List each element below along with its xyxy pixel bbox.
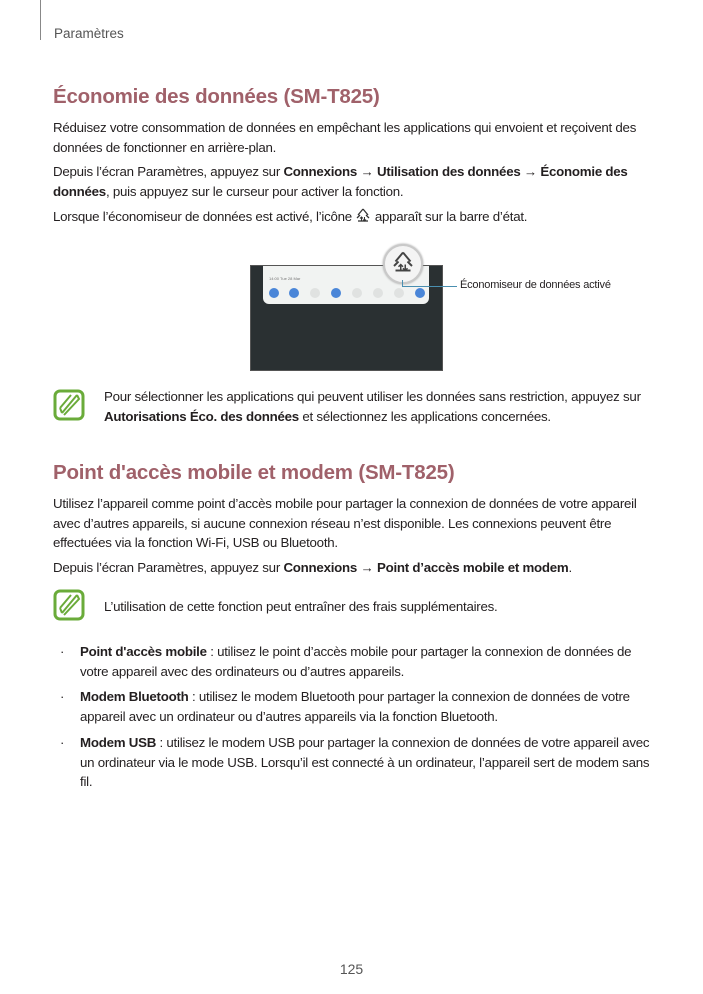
hotspot-intro: Utilisez l’appareil comme point d’accès mobile pour partager la connexion de données de votre appareil avec d’autres appareils, si aucune connexion réseau n’est disponible. Les connexions peuvent être effectuées via la fonction Wi-Fi, USB ou Bluetooth. — [53, 496, 637, 550]
data-saver-icon — [355, 208, 371, 224]
arrow: → — [357, 560, 377, 575]
menu-autorisations: Autorisations Éco. des données — [104, 408, 299, 424]
bullet-desc: : utilisez le point d’accès mobile pour partager la connexion de données de votre appareil avec des ordinateurs ou d’autres appareils. — [80, 644, 632, 679]
data-saver-magnifier — [383, 244, 423, 284]
section-title-data-saver: Économie des données (SM-T825) — [53, 85, 380, 108]
text: Depuis l’écran Paramètres, appuyez sur — [53, 164, 284, 179]
data-saver-toggle — [331, 288, 341, 298]
text: , puis appuyez sur le curseur pour activer la fonction. — [105, 183, 404, 199]
bluetooth-toggle — [310, 288, 320, 298]
text: Pour sélectionner les applications qui peuvent utiliser les données sans restriction, appuyez sur — [104, 389, 641, 404]
header-rule — [40, 0, 41, 40]
arrow: → — [520, 164, 541, 179]
bullet-term: Modem Bluetooth — [80, 689, 189, 704]
tablet-screenshot — [250, 265, 443, 371]
step-connexions: Connexions — [283, 560, 358, 575]
callout-label: Économiseur de données activé — [460, 279, 611, 291]
hotspot-steps — [53, 558, 653, 578]
note-pencil-icon — [53, 389, 85, 421]
bullet-term: Modem USB — [80, 735, 157, 750]
data-saver-status-text — [53, 207, 653, 227]
bullet-term: Point d'accès mobile — [80, 644, 207, 659]
note-text: L’utilisation de cette fonction peut entraîner des frais supplémentaires. — [104, 599, 498, 614]
bullet-desc: : utilisez le modem USB pour partager la connexion de données de votre appareil avec un ordinateur via le mode USB. Lorsqu’il est connecté à un ordinateur, l’appareil sert de modem sans fil. — [80, 735, 650, 789]
bullet-text — [80, 733, 650, 792]
location-toggle — [415, 288, 425, 298]
sound-toggle — [289, 288, 299, 298]
rotate-toggle — [394, 288, 404, 298]
running-header: Paramètres — [54, 26, 124, 41]
page-number: 125 — [339, 961, 364, 977]
text: Lorsque l’économiseur de données est activé, l’icône — [53, 209, 356, 224]
step-connexions: Connexions — [283, 164, 358, 179]
data-saver-steps — [53, 162, 653, 201]
flashlight-toggle — [352, 288, 362, 298]
step-economie: Économie des données — [53, 164, 628, 199]
callout-line — [402, 286, 457, 287]
note-text — [104, 387, 654, 426]
text: et sélectionnez les applications concernées. — [298, 408, 551, 424]
bullet-text — [80, 642, 650, 681]
arrow: → — [357, 164, 377, 179]
text: apparaît sur la barre d’état. — [371, 209, 528, 224]
bullet-desc: : utilisez le modem Bluetooth pour partager la connexion de données de votre appareil avec un ordinateur ou d’autres appareils via la fonction Bluetooth. — [80, 689, 630, 724]
bullet-dot: · — [60, 689, 65, 704]
note-pencil-icon — [53, 589, 85, 621]
text: . — [568, 560, 572, 575]
bullet-dot: · — [60, 644, 65, 659]
bullet-text — [80, 687, 650, 726]
airplane-toggle — [373, 288, 383, 298]
wifi-toggle — [269, 288, 279, 298]
text: Depuis l’écran Paramètres, appuyez sur — [53, 560, 284, 575]
step-hotspot: Point d’accès mobile et modem — [376, 560, 569, 575]
step-utilisation: Utilisation des données — [376, 164, 521, 179]
section-title-hotspot: Point d'accès mobile et modem (SM-T825) — [53, 461, 455, 484]
data-saver-intro: Réduisez votre consommation de données en empêchant les applications qui envoient et reçoivent des données de fonctionner en arrière-plan. — [53, 120, 637, 155]
bullet-dot: · — [60, 735, 65, 750]
data-saver-icon — [391, 251, 415, 275]
status-time: 14:00 Tue 28 Mar — [269, 276, 301, 281]
